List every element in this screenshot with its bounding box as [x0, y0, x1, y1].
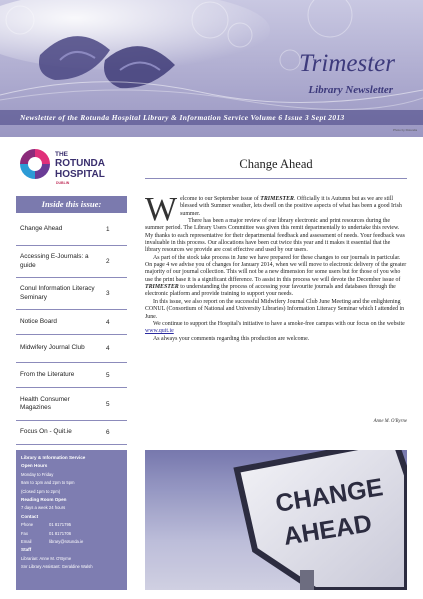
fax-label: Fax	[21, 530, 28, 536]
fax-row	[21, 530, 122, 538]
paragraph-text: elcome to our September issue of	[180, 196, 261, 202]
newsletter-subtitle: Library Newsletter	[308, 84, 393, 96]
newsletter-title: Trimester	[299, 50, 395, 77]
staff-line: Snr Library Assistant: Geraldine Walsh	[21, 564, 93, 570]
article-paragraph: There has been a major review of our library electronic and print resources during the summer period. The Library Users Committee was given this remit departmentally to undertake this review. My thanks to each representative for their departmental feedback and assessment of needs. Your feedback was invaluable in this process. Our allocations have been cut twice this year and it makes it essential that the library resources we provide are cost effective and used by our users.	[145, 218, 405, 254]
email-row	[21, 538, 122, 546]
info-heading: Library & Information Service	[21, 455, 86, 460]
toc-item-title: Change Ahead	[20, 224, 63, 232]
logo-text-rotunda: ROTUNDA	[55, 158, 105, 169]
staff-line: Librarian: Anne M. O'Byrne	[21, 555, 72, 561]
hours-heading: Open Hours	[21, 463, 48, 469]
paragraph-text: . Officially it is Autumn but as we are still blessed with Summer weather, lets dwell on the positive aspects of what has been a good Irish summer.	[180, 196, 402, 217]
logo-text-the: THE	[55, 151, 68, 158]
toc-item[interactable]	[16, 388, 127, 421]
article-body	[145, 191, 407, 343]
toc-item-title: Notice Board	[20, 317, 57, 325]
sign-text-change: CHANGE	[273, 473, 385, 518]
toc-item-page: 5	[106, 400, 110, 408]
toc-item-title: Focus On - Quit.ie	[20, 428, 72, 436]
fax-value: 01 8171706	[49, 530, 72, 536]
phone-label: Phone	[21, 522, 34, 528]
article-paragraph: As always your comments regarding this production are welcome.	[153, 335, 310, 342]
hours-line: (Closed 1pm to 2pm)	[21, 488, 61, 494]
phone-value: 01 8171795	[49, 522, 72, 528]
toc-item[interactable]	[16, 335, 127, 363]
road-sign-graphic	[145, 450, 407, 590]
toc-item[interactable]	[16, 278, 127, 310]
toc-item-page: 2	[106, 258, 110, 265]
article-paragraph	[145, 321, 407, 336]
masthead	[0, 0, 423, 137]
toc-item-page: 4	[106, 345, 110, 352]
author-signature: Anne M. O'Byrne	[373, 419, 407, 424]
toc-item[interactable]	[16, 363, 127, 388]
toc-item-title: Accessing E-Journals: a guide	[20, 253, 89, 269]
article-title: Change Ahead	[239, 157, 313, 171]
logo-text-hospital: HOSPITAL	[55, 169, 105, 180]
paragraph-text: We continue to support the Hospital's initiative to have a smoke-free campus with our focus on the website	[153, 320, 405, 327]
reading-room-line: 7 days a week 24 hours	[21, 505, 66, 511]
reading-room-heading: Reading Room Open	[21, 497, 67, 503]
photo-credit: Photo by Rotunda	[392, 128, 417, 132]
toc-item-page: 1	[106, 225, 110, 233]
toc-item[interactable]	[16, 246, 127, 278]
toc-item-title: Health Consumer Magazines	[20, 395, 70, 411]
phone-row	[21, 521, 122, 529]
toc-item-page: 6	[106, 429, 110, 436]
library-info-box	[16, 450, 127, 590]
emphasis-trimester: TRIMESTER	[145, 284, 179, 291]
hours-line: Monday to Friday	[21, 471, 54, 477]
paragraph-text: As part of the stock take process in June we have prepared for these changes to our journals in particular. On page 4 we advise you of changes for January 2014, when we will move to electronic delivery of the greater majority of our journal collection. This will not be a new dimension for some users but for those of you who use the print base it is a significant difference. To assist in this process we will devote the December issue of	[145, 254, 407, 283]
toc-heading: Inside this issue:	[41, 199, 102, 209]
toc-item-title: Conul Information Literacy Seminary	[20, 285, 95, 301]
email-label: Email	[21, 539, 32, 545]
drop-cap: W	[145, 191, 178, 228]
toc-item-page: 3	[106, 290, 110, 297]
change-ahead-sign-photo	[145, 450, 407, 590]
contact-heading: Contact	[21, 513, 39, 519]
toc-item-page: 4	[106, 318, 110, 326]
toc-item[interactable]	[16, 213, 127, 246]
emphasis-trimester: TRIMESTER	[260, 196, 294, 202]
toc-heading-bar	[16, 196, 127, 213]
logo-text-dublin: DUBLIN	[56, 181, 70, 185]
toc-item-page: 5	[106, 371, 110, 379]
issue-line: Newsletter of the Rotunda Hospital Library & Information Service Volume 6 Issue 3 Sept 2013	[20, 113, 345, 122]
table-of-contents	[16, 213, 127, 445]
toc-item[interactable]	[16, 310, 127, 335]
article-paragraph: In this issue, we also report on the successful Midwifery Journal Club June Meeting and the enlightening CONUL (Consortium of National and University Libraries) Information Literacy Seminar which I attended in June.	[145, 298, 405, 320]
rotunda-hospital-logo	[18, 147, 128, 183]
title-divider	[145, 178, 407, 179]
toc-item[interactable]	[16, 421, 127, 445]
masthead-issue-strip	[0, 110, 423, 125]
toc-item-title: Midwifery Journal Club	[20, 344, 85, 352]
hours-line: 9am to 1pm and 2pm to 5pm	[21, 480, 75, 486]
paragraph-text: to understanding the process of accessing your favourite journals and databases through the electronic platform and provide training to support your needs.	[145, 284, 396, 298]
quit-website-link[interactable]: www.quit.ie	[145, 328, 174, 335]
toc-item-title: From the Literature	[20, 370, 75, 378]
article-paragraph	[145, 196, 407, 218]
rotunda-logo-icon	[18, 147, 52, 181]
staff-heading: Staff	[21, 547, 32, 553]
article-paragraph	[145, 255, 407, 299]
email-value[interactable]: library@rotunda.ie	[49, 539, 84, 545]
sign-text-ahead: AHEAD	[281, 509, 374, 551]
